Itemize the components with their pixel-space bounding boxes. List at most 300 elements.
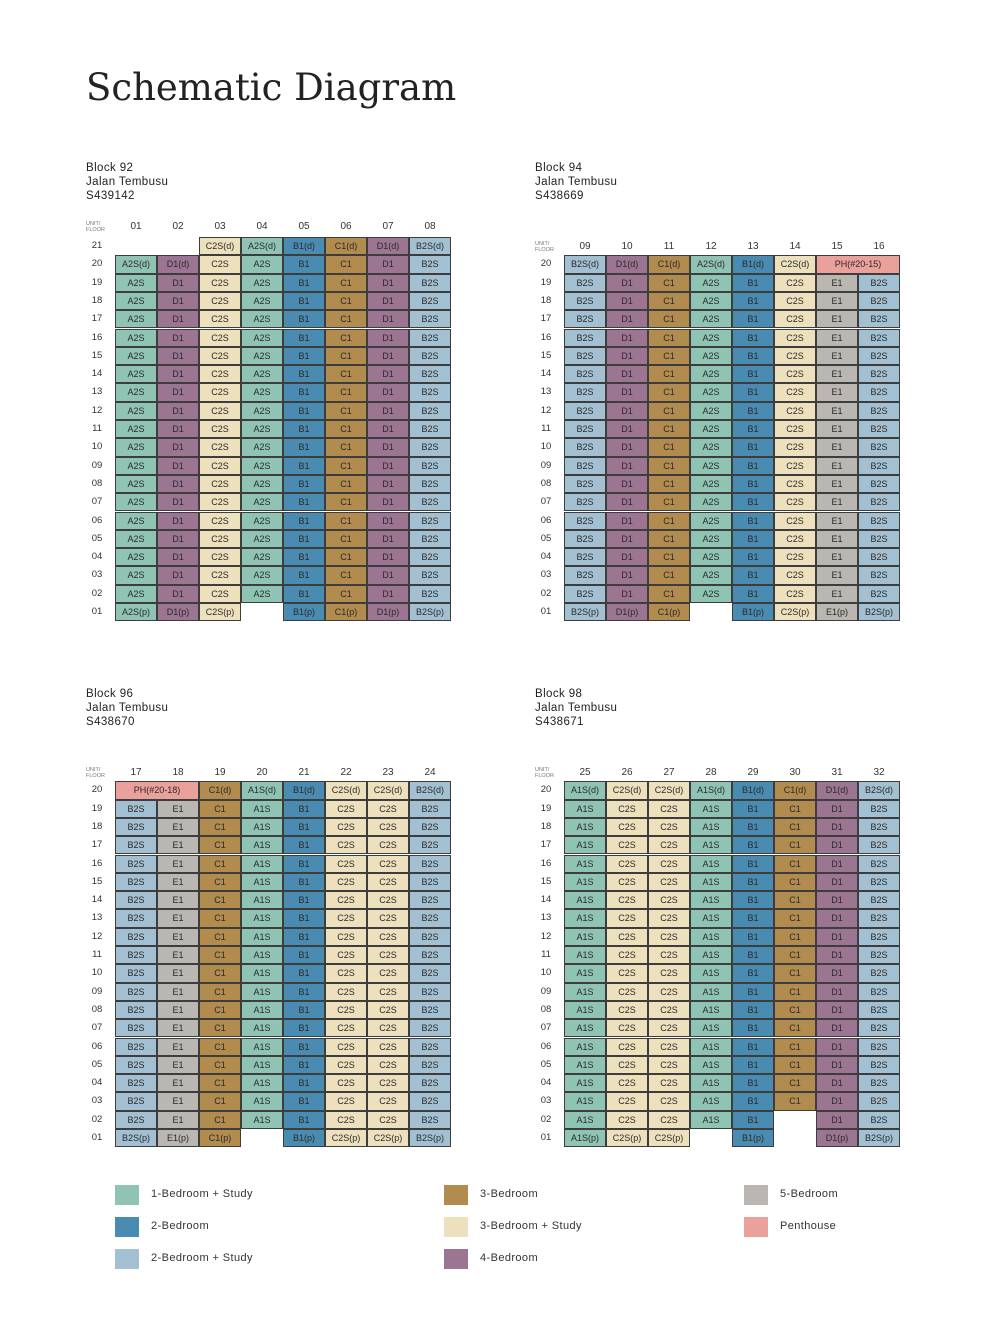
unit-cell[interactable]: D1: [367, 512, 409, 530]
unit-cell[interactable]: C1: [325, 292, 367, 310]
unit-cell[interactable]: B2S: [409, 255, 451, 273]
unit-cell[interactable]: B2S: [858, 1056, 900, 1074]
unit-cell[interactable]: B1: [283, 402, 325, 420]
unit-cell[interactable]: B1: [283, 512, 325, 530]
unit-cell[interactable]: B2S: [564, 438, 606, 456]
unit-cell[interactable]: A2S: [690, 292, 732, 310]
unit-cell[interactable]: A2S: [241, 512, 283, 530]
unit-cell[interactable]: C1: [199, 964, 241, 982]
unit-cell[interactable]: B1(d): [732, 781, 774, 799]
unit-cell[interactable]: C1: [199, 1074, 241, 1092]
unit-cell[interactable]: B1: [283, 1056, 325, 1074]
unit-cell[interactable]: A2S: [241, 548, 283, 566]
unit-cell[interactable]: D1: [606, 530, 648, 548]
unit-cell[interactable]: A2S: [690, 347, 732, 365]
unit-cell[interactable]: C2S: [199, 420, 241, 438]
unit-cell[interactable]: B1: [283, 383, 325, 401]
unit-cell[interactable]: C2S: [774, 438, 816, 456]
unit-cell[interactable]: B2S: [858, 566, 900, 584]
unit-cell[interactable]: A1S: [564, 1056, 606, 1074]
unit-cell[interactable]: B1: [283, 292, 325, 310]
unit-cell[interactable]: C2S: [199, 329, 241, 347]
unit-cell[interactable]: A2S: [690, 457, 732, 475]
unit-cell[interactable]: A1S: [564, 891, 606, 909]
unit-cell[interactable]: D1: [157, 457, 199, 475]
unit-cell[interactable]: D1: [816, 1038, 858, 1056]
unit-cell[interactable]: B2S: [564, 475, 606, 493]
unit-cell[interactable]: B2S: [409, 800, 451, 818]
unit-cell[interactable]: C2S: [325, 1056, 367, 1074]
unit-cell[interactable]: B1: [283, 1111, 325, 1129]
unit-cell[interactable]: B2S(d): [858, 781, 900, 799]
unit-cell[interactable]: C2S: [774, 274, 816, 292]
unit-cell[interactable]: C1: [199, 891, 241, 909]
unit-cell[interactable]: C2S: [606, 909, 648, 927]
unit-cell[interactable]: D1: [367, 585, 409, 603]
unit-cell[interactable]: D1: [816, 891, 858, 909]
unit-cell[interactable]: B2S: [858, 512, 900, 530]
unit-cell[interactable]: A1S: [564, 946, 606, 964]
unit-cell[interactable]: C1: [199, 1001, 241, 1019]
unit-cell[interactable]: C2S: [606, 964, 648, 982]
unit-cell[interactable]: C2S: [648, 1019, 690, 1037]
unit-cell[interactable]: C2S: [367, 836, 409, 854]
unit-cell[interactable]: C1(d): [199, 781, 241, 799]
unit-cell[interactable]: C1: [325, 585, 367, 603]
unit-cell[interactable]: B2S: [115, 800, 157, 818]
unit-cell[interactable]: C2S: [606, 946, 648, 964]
unit-cell[interactable]: D1: [367, 493, 409, 511]
unit-cell[interactable]: B2S: [858, 402, 900, 420]
unit-cell[interactable]: D1: [157, 475, 199, 493]
unit-cell[interactable]: C2S: [199, 566, 241, 584]
unit-cell[interactable]: C2S: [606, 1092, 648, 1110]
unit-cell[interactable]: C1(d): [325, 237, 367, 255]
unit-cell[interactable]: B1: [732, 928, 774, 946]
unit-cell[interactable]: C2S: [774, 457, 816, 475]
unit-cell[interactable]: D1: [367, 438, 409, 456]
unit-cell[interactable]: C2S(d): [648, 781, 690, 799]
unit-cell[interactable]: B1: [283, 891, 325, 909]
unit-cell[interactable]: A1S: [241, 800, 283, 818]
unit-cell[interactable]: C1: [325, 420, 367, 438]
unit-cell[interactable]: B2S: [858, 310, 900, 328]
unit-cell[interactable]: A2S: [690, 402, 732, 420]
unit-cell[interactable]: B1: [732, 475, 774, 493]
unit-cell[interactable]: B2S: [564, 383, 606, 401]
unit-cell[interactable]: C1(p): [325, 603, 367, 621]
unit-cell[interactable]: C2S: [367, 891, 409, 909]
unit-cell[interactable]: E1: [157, 1092, 199, 1110]
unit-cell[interactable]: D1: [367, 475, 409, 493]
unit-cell[interactable]: C1: [774, 964, 816, 982]
unit-cell[interactable]: B1: [732, 1111, 774, 1129]
unit-cell[interactable]: B1: [283, 1019, 325, 1037]
unit-cell[interactable]: E1: [816, 365, 858, 383]
unit-cell[interactable]: B2S: [409, 292, 451, 310]
unit-cell[interactable]: B1: [283, 964, 325, 982]
unit-cell[interactable]: C1: [774, 1001, 816, 1019]
unit-cell[interactable]: B1: [283, 457, 325, 475]
unit-cell[interactable]: B2S: [115, 1092, 157, 1110]
unit-cell[interactable]: B2S: [564, 274, 606, 292]
unit-cell[interactable]: B2S: [409, 873, 451, 891]
unit-cell[interactable]: B1: [732, 329, 774, 347]
unit-cell[interactable]: A2S: [241, 383, 283, 401]
unit-cell[interactable]: B2S: [409, 310, 451, 328]
unit-cell[interactable]: A1S: [690, 909, 732, 927]
unit-cell[interactable]: B2S(d): [564, 255, 606, 273]
unit-cell[interactable]: B1(p): [732, 603, 774, 621]
unit-cell[interactable]: C2S: [199, 310, 241, 328]
unit-cell[interactable]: B2S: [858, 909, 900, 927]
unit-cell[interactable]: D1: [157, 292, 199, 310]
penthouse-cell[interactable]: PH(#20-15): [816, 255, 900, 273]
unit-cell[interactable]: B2S: [564, 347, 606, 365]
unit-cell[interactable]: E1: [157, 928, 199, 946]
unit-cell[interactable]: C2S: [774, 493, 816, 511]
unit-cell[interactable]: A1S: [690, 928, 732, 946]
unit-cell[interactable]: A1S: [690, 1074, 732, 1092]
unit-cell[interactable]: E1: [816, 274, 858, 292]
unit-cell[interactable]: A1S: [564, 964, 606, 982]
unit-cell[interactable]: A2S(d): [690, 255, 732, 273]
unit-cell[interactable]: A2S(p): [115, 603, 157, 621]
unit-cell[interactable]: B1: [732, 585, 774, 603]
unit-cell[interactable]: C2S: [325, 1019, 367, 1037]
unit-cell[interactable]: E1: [157, 836, 199, 854]
unit-cell[interactable]: C2S: [325, 1074, 367, 1092]
unit-cell[interactable]: C2S: [648, 1001, 690, 1019]
unit-cell[interactable]: D1(d): [367, 237, 409, 255]
unit-cell[interactable]: A2S: [690, 383, 732, 401]
unit-cell[interactable]: C2S(d): [774, 255, 816, 273]
unit-cell[interactable]: B2S: [409, 836, 451, 854]
unit-cell[interactable]: D1: [606, 585, 648, 603]
unit-cell[interactable]: A2S: [115, 329, 157, 347]
unit-cell[interactable]: B2S: [115, 873, 157, 891]
unit-cell[interactable]: A2S: [115, 274, 157, 292]
unit-cell[interactable]: D1: [367, 365, 409, 383]
unit-cell[interactable]: B2S: [115, 928, 157, 946]
unit-cell[interactable]: C2S: [367, 1074, 409, 1092]
unit-cell[interactable]: B2S: [409, 928, 451, 946]
unit-cell[interactable]: A2S: [115, 530, 157, 548]
unit-cell[interactable]: A1S: [241, 1092, 283, 1110]
unit-cell[interactable]: B2S: [858, 1111, 900, 1129]
unit-cell[interactable]: A1S: [241, 891, 283, 909]
unit-cell[interactable]: C1: [325, 566, 367, 584]
unit-cell[interactable]: A1S: [564, 928, 606, 946]
unit-cell[interactable]: A2S: [241, 329, 283, 347]
unit-cell[interactable]: C2S: [199, 512, 241, 530]
unit-cell[interactable]: A2S(d): [241, 237, 283, 255]
unit-cell[interactable]: C1(d): [648, 255, 690, 273]
unit-cell[interactable]: B2S: [115, 836, 157, 854]
unit-cell[interactable]: B2S: [409, 420, 451, 438]
unit-cell[interactable]: C2S: [199, 457, 241, 475]
unit-cell[interactable]: C2S(d): [325, 781, 367, 799]
unit-cell[interactable]: B1: [732, 1092, 774, 1110]
unit-cell[interactable]: D1: [157, 329, 199, 347]
unit-cell[interactable]: A1S: [564, 983, 606, 1001]
unit-cell[interactable]: B1(d): [732, 255, 774, 273]
unit-cell[interactable]: C1: [774, 891, 816, 909]
unit-cell[interactable]: B1: [732, 946, 774, 964]
unit-cell[interactable]: C1: [648, 530, 690, 548]
unit-cell[interactable]: C1: [774, 983, 816, 1001]
unit-cell[interactable]: C2S: [367, 1038, 409, 1056]
unit-cell[interactable]: A2S: [241, 585, 283, 603]
unit-cell[interactable]: B1: [732, 438, 774, 456]
unit-cell[interactable]: D1: [816, 873, 858, 891]
unit-cell[interactable]: A1S(d): [241, 781, 283, 799]
unit-cell[interactable]: D1: [606, 347, 648, 365]
unit-cell[interactable]: E1: [816, 329, 858, 347]
unit-cell[interactable]: C2S: [367, 928, 409, 946]
unit-cell[interactable]: C1: [774, 818, 816, 836]
unit-cell[interactable]: B1: [283, 365, 325, 383]
unit-cell[interactable]: B2S: [409, 818, 451, 836]
unit-cell[interactable]: A2S: [115, 292, 157, 310]
unit-cell[interactable]: B1: [732, 855, 774, 873]
unit-cell[interactable]: B2S: [564, 365, 606, 383]
unit-cell[interactable]: B2S: [409, 365, 451, 383]
unit-cell[interactable]: A1S: [690, 855, 732, 873]
unit-cell[interactable]: C1: [648, 512, 690, 530]
unit-cell[interactable]: B2S: [115, 1019, 157, 1037]
unit-cell[interactable]: A1S: [241, 1001, 283, 1019]
unit-cell[interactable]: C2S: [648, 964, 690, 982]
unit-cell[interactable]: C2S(d): [367, 781, 409, 799]
unit-cell[interactable]: B2S: [858, 329, 900, 347]
unit-cell[interactable]: E1: [816, 438, 858, 456]
unit-cell[interactable]: A1S: [690, 891, 732, 909]
unit-cell[interactable]: B1: [732, 420, 774, 438]
unit-cell[interactable]: B2S(d): [409, 781, 451, 799]
unit-cell[interactable]: C1: [199, 855, 241, 873]
unit-cell[interactable]: C1: [648, 383, 690, 401]
unit-cell[interactable]: C2S: [648, 1074, 690, 1092]
unit-cell[interactable]: C2S: [325, 1038, 367, 1056]
unit-cell[interactable]: A2S: [115, 402, 157, 420]
unit-cell[interactable]: C1: [774, 928, 816, 946]
unit-cell[interactable]: D1: [816, 964, 858, 982]
unit-cell[interactable]: A1S: [564, 1111, 606, 1129]
unit-cell[interactable]: C1: [774, 1038, 816, 1056]
unit-cell[interactable]: C2S: [199, 255, 241, 273]
unit-cell[interactable]: A1S(p): [564, 1129, 606, 1147]
unit-cell[interactable]: B2S: [409, 383, 451, 401]
unit-cell[interactable]: C1: [199, 928, 241, 946]
unit-cell[interactable]: D1: [816, 928, 858, 946]
unit-cell[interactable]: D1: [606, 292, 648, 310]
unit-cell[interactable]: C1: [774, 855, 816, 873]
unit-cell[interactable]: C1: [774, 873, 816, 891]
unit-cell[interactable]: A1S: [241, 1111, 283, 1129]
unit-cell[interactable]: A2S: [115, 585, 157, 603]
unit-cell[interactable]: C2S: [774, 347, 816, 365]
unit-cell[interactable]: B1: [732, 493, 774, 511]
unit-cell[interactable]: C1: [199, 983, 241, 1001]
unit-cell[interactable]: B2S: [409, 1074, 451, 1092]
unit-cell[interactable]: C1: [648, 438, 690, 456]
unit-cell[interactable]: A2S: [241, 274, 283, 292]
unit-cell[interactable]: C1: [648, 402, 690, 420]
unit-cell[interactable]: B2S: [564, 457, 606, 475]
unit-cell[interactable]: C1: [199, 818, 241, 836]
unit-cell[interactable]: A2S: [241, 255, 283, 273]
unit-cell[interactable]: C2S: [606, 873, 648, 891]
unit-cell[interactable]: A1S(d): [690, 781, 732, 799]
unit-cell[interactable]: C2S(p): [199, 603, 241, 621]
unit-cell[interactable]: C1: [325, 438, 367, 456]
unit-cell[interactable]: A1S(d): [564, 781, 606, 799]
unit-cell[interactable]: D1: [816, 818, 858, 836]
unit-cell[interactable]: C1: [648, 329, 690, 347]
unit-cell[interactable]: B2S: [564, 493, 606, 511]
unit-cell[interactable]: B1: [732, 891, 774, 909]
unit-cell[interactable]: D1(p): [367, 603, 409, 621]
unit-cell[interactable]: C1: [774, 836, 816, 854]
unit-cell[interactable]: D1: [157, 585, 199, 603]
unit-cell[interactable]: B2S: [115, 1038, 157, 1056]
unit-cell[interactable]: C1: [199, 909, 241, 927]
unit-cell[interactable]: A2S: [241, 493, 283, 511]
unit-cell[interactable]: D1: [816, 855, 858, 873]
unit-cell[interactable]: E1: [157, 818, 199, 836]
unit-cell[interactable]: A1S: [564, 818, 606, 836]
unit-cell[interactable]: B2S: [409, 964, 451, 982]
unit-cell[interactable]: B2S: [858, 383, 900, 401]
unit-cell[interactable]: D1: [816, 1074, 858, 1092]
unit-cell[interactable]: E1(p): [157, 1129, 199, 1147]
unit-cell[interactable]: B2S: [409, 457, 451, 475]
unit-cell[interactable]: C1: [774, 1074, 816, 1092]
unit-cell[interactable]: C2S: [606, 855, 648, 873]
unit-cell[interactable]: B2S: [115, 855, 157, 873]
unit-cell[interactable]: C1(p): [199, 1129, 241, 1147]
unit-cell[interactable]: C1: [648, 457, 690, 475]
unit-cell[interactable]: D1: [367, 274, 409, 292]
unit-cell[interactable]: C1: [199, 1056, 241, 1074]
unit-cell[interactable]: D1: [157, 438, 199, 456]
unit-cell[interactable]: B2S: [858, 475, 900, 493]
unit-cell[interactable]: A2S: [241, 347, 283, 365]
unit-cell[interactable]: B2S: [409, 1038, 451, 1056]
unit-cell[interactable]: A2S: [241, 420, 283, 438]
unit-cell[interactable]: E1: [157, 1056, 199, 1074]
unit-cell[interactable]: C2S: [367, 1092, 409, 1110]
unit-cell[interactable]: B2S: [564, 420, 606, 438]
unit-cell[interactable]: C2S: [325, 928, 367, 946]
unit-cell[interactable]: B1: [732, 566, 774, 584]
unit-cell[interactable]: E1: [157, 1001, 199, 1019]
unit-cell[interactable]: A1S: [564, 855, 606, 873]
unit-cell[interactable]: B2S: [409, 585, 451, 603]
unit-cell[interactable]: C2S: [648, 836, 690, 854]
unit-cell[interactable]: B2S: [858, 873, 900, 891]
unit-cell[interactable]: C1: [325, 383, 367, 401]
unit-cell[interactable]: D1: [157, 420, 199, 438]
penthouse-cell[interactable]: PH(#20-18): [115, 781, 199, 799]
unit-cell[interactable]: A2S: [115, 420, 157, 438]
unit-cell[interactable]: A2S: [690, 365, 732, 383]
unit-cell[interactable]: E1: [157, 855, 199, 873]
unit-cell[interactable]: B2S: [409, 493, 451, 511]
unit-cell[interactable]: B1: [283, 438, 325, 456]
unit-cell[interactable]: C2S: [325, 946, 367, 964]
unit-cell[interactable]: C1: [648, 548, 690, 566]
unit-cell[interactable]: D1: [816, 1092, 858, 1110]
unit-cell[interactable]: A1S: [690, 1092, 732, 1110]
unit-cell[interactable]: D1: [816, 1056, 858, 1074]
unit-cell[interactable]: D1(d): [157, 255, 199, 273]
unit-cell[interactable]: C2S: [325, 1111, 367, 1129]
unit-cell[interactable]: C1: [325, 457, 367, 475]
unit-cell[interactable]: A1S: [241, 1056, 283, 1074]
unit-cell[interactable]: C1: [325, 512, 367, 530]
unit-cell[interactable]: A2S: [115, 493, 157, 511]
unit-cell[interactable]: B1: [732, 964, 774, 982]
unit-cell[interactable]: A1S: [564, 909, 606, 927]
unit-cell[interactable]: B2S: [409, 983, 451, 1001]
unit-cell[interactable]: B2S: [115, 946, 157, 964]
unit-cell[interactable]: B1(p): [732, 1129, 774, 1147]
unit-cell[interactable]: A1S: [690, 1056, 732, 1074]
unit-cell[interactable]: B2S: [858, 800, 900, 818]
unit-cell[interactable]: C2S: [199, 530, 241, 548]
unit-cell[interactable]: E1: [157, 1074, 199, 1092]
unit-cell[interactable]: B2S: [409, 512, 451, 530]
unit-cell[interactable]: E1: [816, 475, 858, 493]
unit-cell[interactable]: E1: [157, 1019, 199, 1037]
unit-cell[interactable]: B1: [732, 1056, 774, 1074]
unit-cell[interactable]: D1: [157, 530, 199, 548]
unit-cell[interactable]: A2S: [690, 274, 732, 292]
unit-cell[interactable]: A2S: [690, 475, 732, 493]
unit-cell[interactable]: B1: [732, 1038, 774, 1056]
unit-cell[interactable]: D1: [157, 365, 199, 383]
unit-cell[interactable]: C1: [648, 274, 690, 292]
unit-cell[interactable]: C2S: [199, 292, 241, 310]
unit-cell[interactable]: B2S: [858, 493, 900, 511]
unit-cell[interactable]: C2S: [648, 818, 690, 836]
unit-cell[interactable]: D1: [606, 329, 648, 347]
unit-cell[interactable]: D1: [816, 1019, 858, 1037]
unit-cell[interactable]: C1: [325, 365, 367, 383]
unit-cell[interactable]: C1: [774, 1056, 816, 1074]
unit-cell[interactable]: B2S: [409, 909, 451, 927]
unit-cell[interactable]: B2S: [858, 438, 900, 456]
unit-cell[interactable]: B2S: [858, 274, 900, 292]
unit-cell[interactable]: A1S: [564, 1019, 606, 1037]
unit-cell[interactable]: B1: [283, 1001, 325, 1019]
unit-cell[interactable]: C2S: [648, 1038, 690, 1056]
unit-cell[interactable]: C1: [648, 585, 690, 603]
unit-cell[interactable]: B1: [732, 818, 774, 836]
unit-cell[interactable]: C2S: [325, 1092, 367, 1110]
unit-cell[interactable]: E1: [816, 585, 858, 603]
unit-cell[interactable]: E1: [816, 512, 858, 530]
unit-cell[interactable]: A2S: [115, 475, 157, 493]
unit-cell[interactable]: C2S: [648, 928, 690, 946]
unit-cell[interactable]: C2S: [199, 274, 241, 292]
unit-cell[interactable]: D1: [157, 383, 199, 401]
unit-cell[interactable]: D1: [606, 566, 648, 584]
unit-cell[interactable]: A2S: [115, 383, 157, 401]
unit-cell[interactable]: E1: [816, 402, 858, 420]
